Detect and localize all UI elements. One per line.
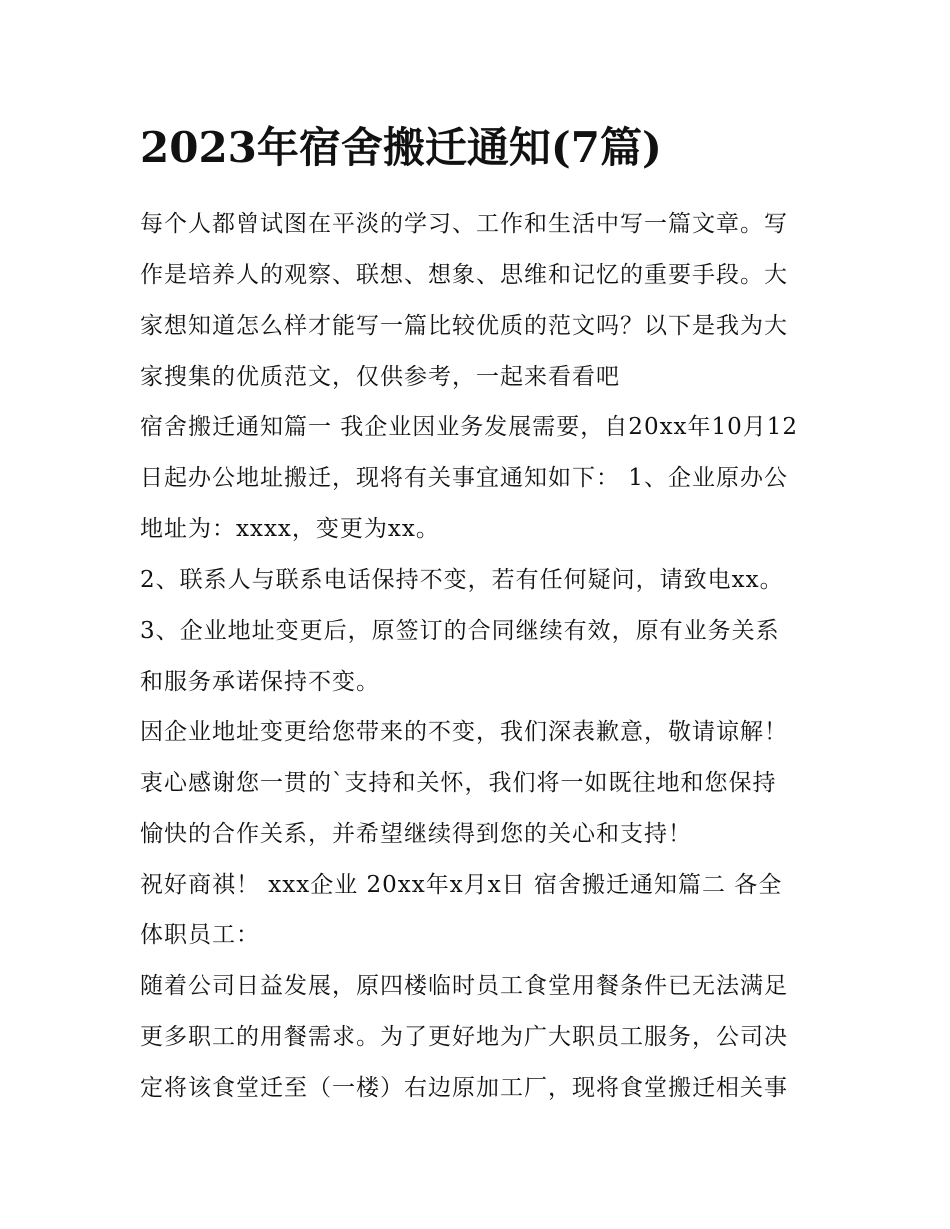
text-line: 愉快的合作关系，并希望继续得到您的关心和支持！: [140, 821, 692, 847]
text-line: 日起办公地址搬迁，现将有关事宜通知如下： 1、企业原办公: [140, 465, 788, 491]
text-line: 和服务承诺保持不变。: [140, 669, 380, 695]
text-line: 作是培养人的观察、联想、想象、思维和记忆的重要手段。大: [140, 262, 788, 288]
text-line: 宿舍搬迁通知篇一 我企业因业务发展需要，自20xx年10月12: [140, 414, 799, 440]
text-line: 2、联系人与联系电话保持不变，若有任何疑问，请致电xx。: [140, 567, 784, 593]
text-line: 随着公司日益发展，原四楼临时员工食堂用餐条件已无法满足: [140, 973, 788, 999]
text-line: 家想知道怎么样才能写一篇比较优质的范文吗？以下是我为大: [140, 313, 788, 339]
text-line: 衷心感谢您一贯的`支持和关怀，我们将一如既往地和您保持: [140, 770, 777, 796]
text-line: 家搜集的优质范文，仅供参考，一起来看看吧: [140, 364, 620, 390]
text-line: 更多职工的用餐需求。为了更好地为广大职员工服务，公司决: [140, 1024, 788, 1050]
text-line: 体职员工：: [140, 922, 260, 948]
text-line: 地址为：xxxx，变更为xx。: [140, 516, 440, 542]
text-line: 定将该食堂迁至（一楼）右边原加工厂，现将食堂搬迁相关事: [140, 1075, 788, 1101]
text-line: 3、企业地址变更后，原签订的合同继续有效，原有业务关系: [140, 618, 780, 644]
text-line: 祝好商祺！ xxx企业 20xx年x月x日 宿舍搬迁通知篇二 各全: [140, 872, 783, 898]
text-line: 每个人都曾试图在平淡的学习、工作和生活中写一篇文章。写: [140, 211, 788, 237]
text-line: 因企业地址变更给您带来的不变，我们深表歉意，敬请谅解！: [140, 719, 788, 745]
document-title: 2023年宿舍搬迁通知(7篇): [140, 123, 662, 172]
